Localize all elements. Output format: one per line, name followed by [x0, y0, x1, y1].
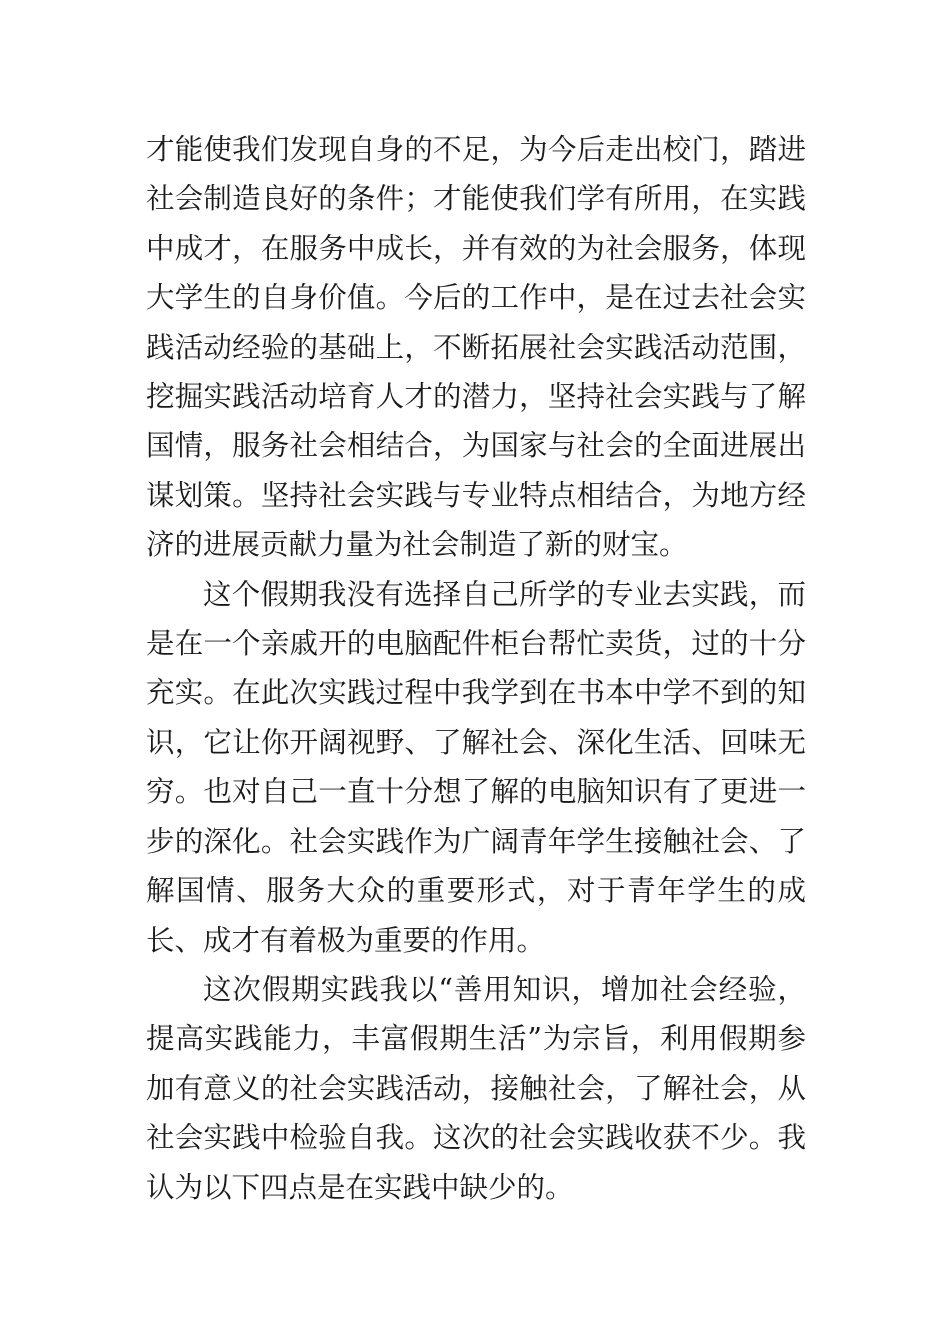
- paragraph-3: 这次假期实践我以“善用知识，增加社会经验，提高实践能力，丰富假期生活”为宗旨，利用假期参加有意义的社会实践活动，接触社会，了解社会，从社会实践中检验自我。这次的社会实践收获不少。我认为以下四点是在实践中缺少的。: [146, 972, 806, 1204]
- paragraph-2: 这个假期我没有选择自己所学的专业去实践，而是在一个亲戚开的电脑配件柜台帮忙卖货，过的十分充实。在此次实践过程中我学到在书本中学不到的知识，它让你开阔视野、了解社会、深化生活、回味无穷。也对自己一直十分想了解的电脑知识有了更进一步的深化。社会实践作为广阔青年学生接触社会、了解国情、服务大众的重要形式，对于青年学生的成长、成才有着极为重要的作用。: [146, 577, 806, 957]
- paragraph-1: 才能使我们发现自身的不足，为今后走出校门，踏进社会制造良好的条件；才能使我们学有所用，在实践中成才，在服务中成长，并有效的为社会服务，体现大学生的自身价值。今后的工作中，是在过去社会实践活动经验的基础上，不断拓展社会实践活动范围，挖掘实践活动培育人才的潜力，坚持社会实践与了解国情，服务社会相结合，为国家与社会的全面进展出谋划策。坚持社会实践与专业特点相结合，为地方经济的进展贡献力量为社会制造了新的财宝。: [146, 133, 806, 562]
- document-body: [146, 125, 806, 1212]
